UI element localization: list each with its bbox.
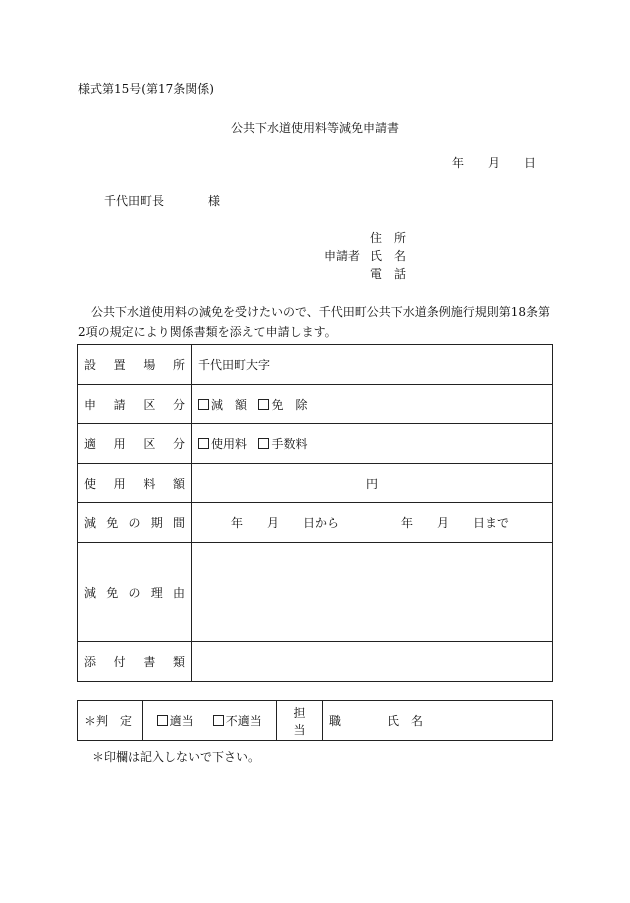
applicant-block <box>324 229 410 283</box>
row-category <box>78 385 553 424</box>
row-reason <box>78 543 553 642</box>
document-title: 公共下水道使用料等減免申請書 <box>230 121 399 135</box>
period-value[interactable] <box>192 503 553 543</box>
office-use-row <box>78 701 553 741</box>
applicant-lead: 申請者 <box>324 249 361 263</box>
row-location <box>78 345 553 385</box>
period-to: 年 月 日まで <box>400 516 509 530</box>
period-from: 年 月 日から <box>230 516 339 530</box>
category-options <box>192 385 553 424</box>
exemption-label: 免 除 <box>271 397 308 412</box>
applicable-options <box>192 424 553 464</box>
addressee: 千代田町長 <box>104 194 165 208</box>
staff-value[interactable] <box>323 701 553 741</box>
date-line <box>452 154 536 171</box>
location-label <box>78 345 192 385</box>
row-applicable <box>78 424 553 464</box>
position-label: 職 <box>329 714 342 728</box>
fee-label: 使 用 料 額 <box>78 464 192 503</box>
handling-fee-checkbox[interactable] <box>258 438 269 449</box>
date-year: 年 <box>452 156 465 170</box>
address-label: 住 所 <box>370 231 407 245</box>
category-label: 申 請 区 分 <box>78 385 192 424</box>
reduction-checkbox[interactable] <box>198 399 209 410</box>
usage-fee-label: 使用料 <box>211 437 248 451</box>
exemption-checkbox[interactable] <box>258 399 269 410</box>
staff-name-label: 氏 名 <box>387 714 424 728</box>
fee-value[interactable] <box>192 464 553 503</box>
handling-fee-label: 手数料 <box>271 437 308 451</box>
staff-label: 担 当 <box>277 701 323 741</box>
reduction-label: 減 額 <box>211 397 248 412</box>
body-text: 公共下水道使用料の減免を受けたいので、千代田町公共下水道条例施行規則第18条第2項の規定により関係書類を添えて申請します。 <box>78 305 551 339</box>
row-fee <box>78 464 553 503</box>
application-table <box>77 344 553 682</box>
location-value[interactable]: 千代田町大字 <box>192 345 553 385</box>
reason-label: 減 免 の 理 由 <box>78 543 192 642</box>
reason-value[interactable] <box>192 543 553 642</box>
name-label: 氏 名 <box>370 249 407 263</box>
honorific: 様 <box>208 194 221 208</box>
fee-unit: 円 <box>365 476 378 491</box>
judgment-options <box>143 701 277 741</box>
row-period <box>78 503 553 543</box>
attachments-value[interactable] <box>192 642 553 682</box>
row-attachments <box>78 642 553 682</box>
ok-checkbox[interactable] <box>157 715 168 726</box>
attachments-label: 添 付 書 類 <box>78 642 192 682</box>
office-use-table <box>77 700 553 741</box>
date-month: 月 <box>488 156 501 170</box>
form-number: 様式第15号(第17条関係) <box>78 82 214 96</box>
period-label: 減 免 の 期 間 <box>78 503 192 543</box>
ng-label: 不適当 <box>225 714 262 728</box>
applicable-label: 適 用 区 分 <box>78 424 192 464</box>
ok-label: 適当 <box>169 714 194 728</box>
judgment-label: ＊判 定 <box>78 701 143 741</box>
footnote: ＊印欄は記入しないで下さい。 <box>92 750 261 764</box>
usage-fee-checkbox[interactable] <box>198 438 209 449</box>
ng-checkbox[interactable] <box>213 715 224 726</box>
phone-label: 電 話 <box>370 267 407 281</box>
location-label-text: 設 置 場 所 <box>84 358 185 372</box>
date-day: 日 <box>524 156 537 170</box>
